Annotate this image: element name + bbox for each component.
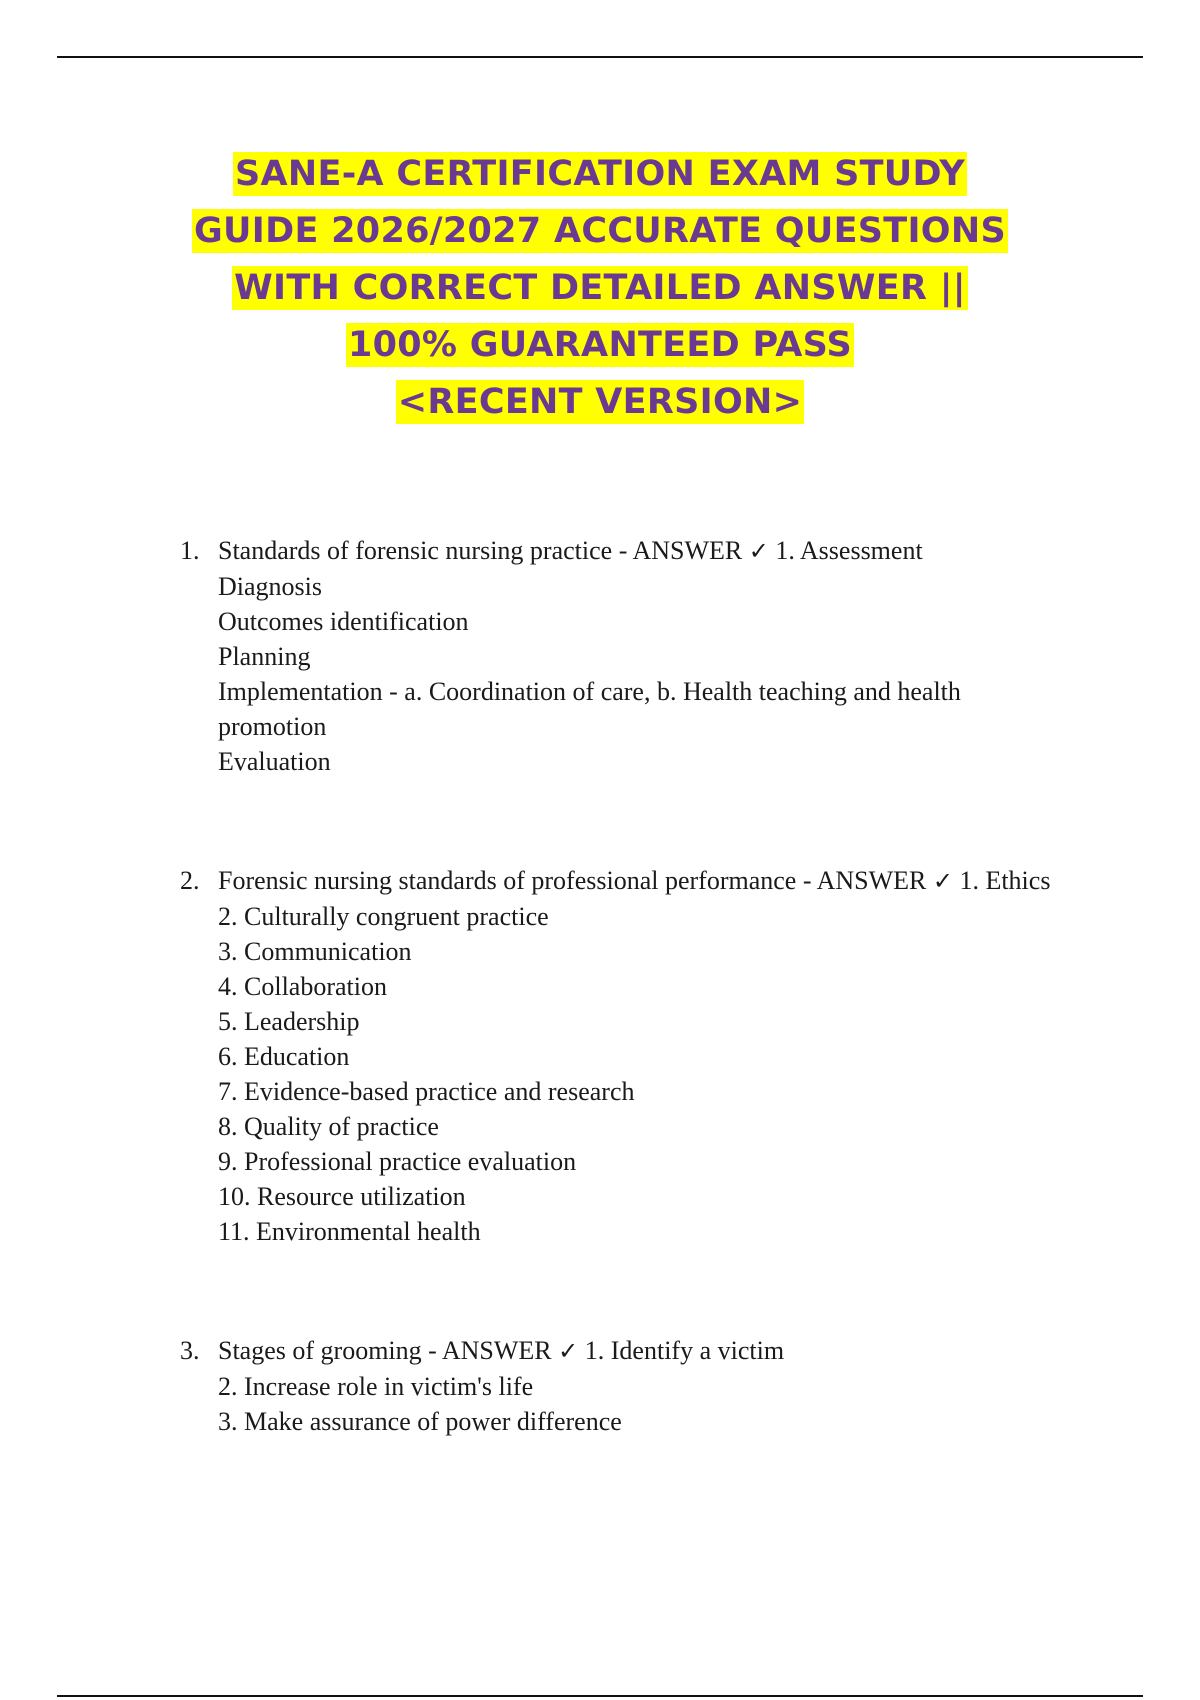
check-icon: ✓ [932,867,953,895]
bottom-divider [57,1695,1143,1697]
question-list [180,533,1080,1509]
document-title [100,146,1100,431]
title-line-2: GUIDE 2026/2027 ACCURATE QUESTIONS [194,211,1006,251]
title-line-3: WITH CORRECT DETAILED ANSWER || [234,268,966,308]
question-item-2 [180,863,1080,1249]
answer-label: ANSWER [632,536,743,565]
question-item-3 [180,1333,1080,1439]
answer-line: 4. Collaboration [218,972,387,1001]
answer-line: 2. Culturally congruent practice [218,902,549,931]
question-number: 2. [180,866,200,895]
answer-line: Diagnosis [218,572,322,601]
answer-line: 5. Leadership [218,1007,360,1036]
answer-first-line: 1. Ethics [959,866,1051,895]
question-number: 3. [180,1336,200,1365]
answer-line: Evaluation [218,747,331,776]
title-line-1: SANE-A CERTIFICATION EXAM STUDY [235,154,965,194]
answer-label: ANSWER [816,866,927,895]
title-line-4: 100% GUARANTEED PASS [347,325,853,365]
answer-label: ANSWER [441,1336,552,1365]
answer-line: 3. Make assurance of power difference [218,1407,622,1436]
title-line-5: <RECENT VERSION> [397,382,803,422]
top-divider [57,56,1143,58]
answer-line: 3. Communication [218,937,412,966]
answer-line: Implementation - a. Coordination of care, b. Health teaching and health promotion [218,677,961,741]
answer-line: 9. Professional practice evaluation [218,1147,577,1176]
answer-first-line: 1. Assessment [775,536,923,565]
question-prompt: Stages of grooming - [218,1336,442,1365]
check-icon: ✓ [558,1337,579,1365]
answer-line: 8. Quality of practice [218,1112,439,1141]
question-prompt: Standards of forensic nursing practice - [218,536,633,565]
question-prompt: Forensic nursing standards of professional performance - [218,866,817,895]
answer-first-line: 1. Identify a victim [584,1336,785,1365]
answer-line: 6. Education [218,1042,350,1071]
answer-line: 2. Increase role in victim's life [218,1372,534,1401]
question-text [218,1333,1080,1369]
answer-line: 11. Environmental health [218,1217,481,1246]
answer-line: Planning [218,642,311,671]
question-text [218,533,1080,569]
answer-line: 10. Resource utilization [218,1182,466,1211]
question-number: 1. [180,536,200,565]
answer-line: 7. Evidence-based practice and research [218,1077,635,1106]
check-icon: ✓ [748,537,769,565]
answer-line: Outcomes identification [218,607,469,636]
question-text [218,863,1058,899]
question-item-1 [180,533,1080,779]
